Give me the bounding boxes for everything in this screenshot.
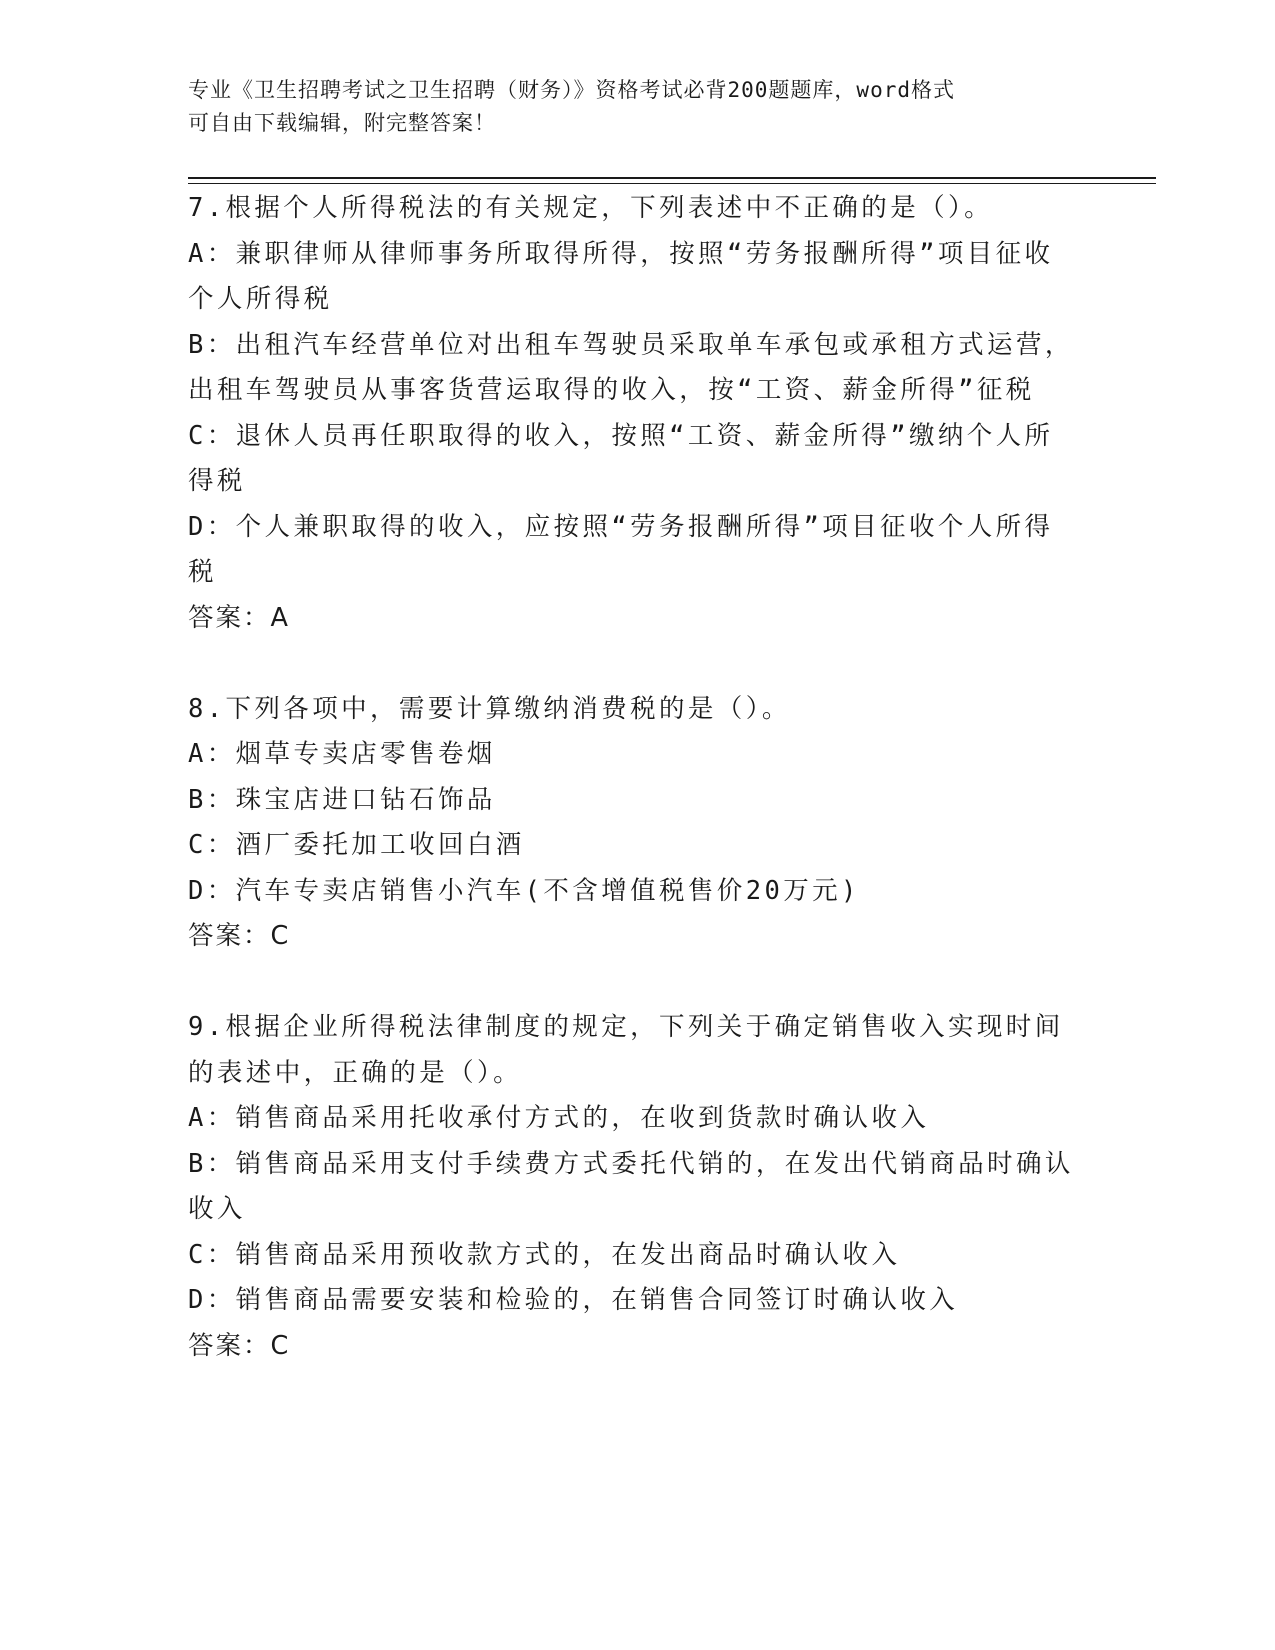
option-d: D：个人兼职取得的收入，应按照“劳务报酬所得”项目征收个人所得 税 — [188, 511, 1054, 587]
question-stem: 7.根据个人所得税法的有关规定，下列表述中不正确的是（）。 — [188, 193, 994, 223]
header-line-2: 可自由下载编辑，附完整答案！ — [188, 111, 496, 135]
header-divider-thin — [188, 183, 1156, 184]
header-divider-thick — [188, 177, 1156, 179]
answer: 答案：C — [188, 1330, 291, 1361]
header-line-1: 专业《卫生招聘考试之卫生招聘（财务）》资格考试必背200题题库，word格式 — [188, 78, 955, 102]
option-a: A：烟草专卖店零售卷烟 — [188, 739, 496, 769]
option-d: D：汽车专卖店销售小汽车(不含增值税售价20万元) — [188, 875, 860, 906]
option-c: C：销售商品采用预收款方式的，在发出商品时确认收入 — [188, 1239, 901, 1270]
option-a: A：兼职律师从律师事务所取得所得，按照“劳务报酬所得”项目征收 个人所得税 — [188, 238, 1054, 314]
option-a: A：销售商品采用托收承付方式的，在收到货款时确认收入 — [188, 1103, 930, 1133]
option-b: B：销售商品采用支付手续费方式委托代销的，在发出代销商品时确认 收入 — [188, 1148, 1074, 1224]
question-7 — [188, 186, 1088, 641]
question-stem: 8.下列各项中，需要计算缴纳消费税的是（）。 — [188, 693, 791, 724]
option-b: B：珠宝店进口钻石饰品 — [188, 784, 496, 815]
answer: 答案：C — [188, 921, 291, 951]
question-list — [188, 186, 1088, 1415]
answer: 答案：A — [188, 602, 290, 633]
question-8 — [188, 687, 1088, 960]
option-c: C：酒厂委托加工收回白酒 — [188, 830, 525, 860]
option-c: C：退休人员再任职取得的收入，按照“工资、薪金所得”缴纳个人所 得税 — [188, 420, 1054, 496]
question-stem: 9.根据企业所得税法律制度的规定，下列关于确定销售收入实现时间 的表述中，正确的是（）。 — [188, 1012, 1064, 1088]
question-9 — [188, 1005, 1088, 1369]
option-b: B：出租汽车经营单位对出租车驾驶员采取单车承包或承租方式运营， 出租车驾驶员从事客货营运取得的收入，按“工资、薪金所得”征税 — [188, 329, 1074, 405]
option-d: D：销售商品需要安装和检验的，在销售合同签订时确认收入 — [188, 1285, 959, 1315]
document-header — [188, 74, 1068, 140]
